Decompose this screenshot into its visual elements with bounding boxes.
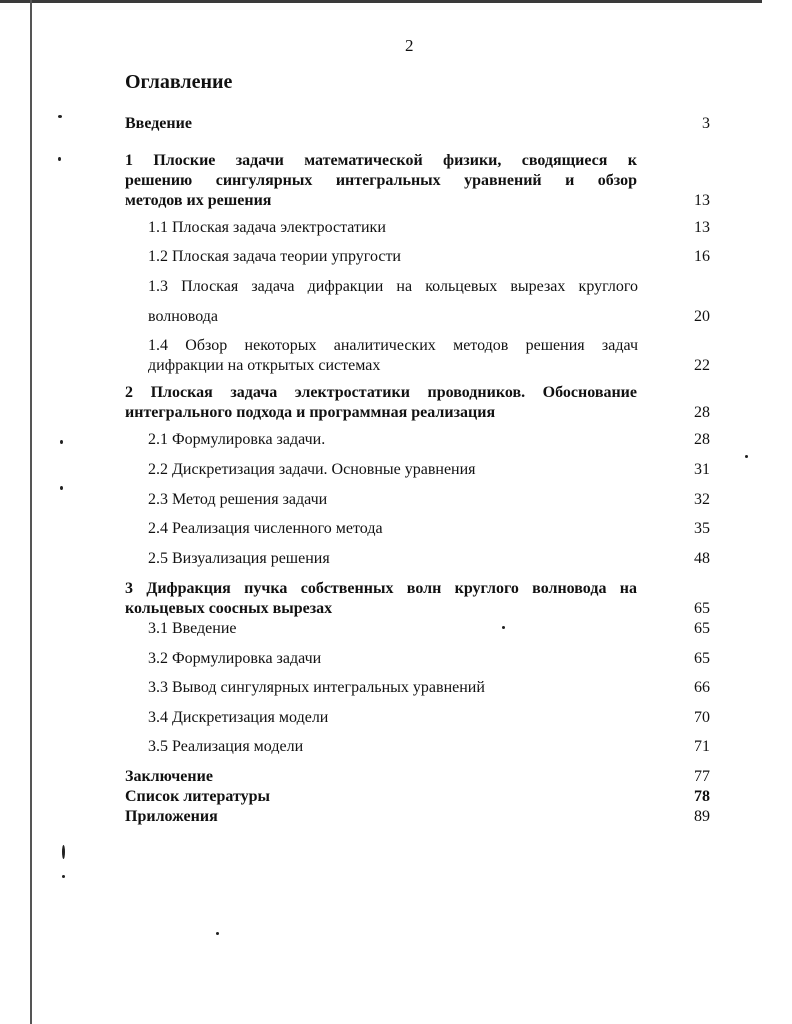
toc-entry-page: 16 (694, 248, 710, 265)
toc-entry-page: 35 (694, 520, 710, 537)
scan-speck (58, 115, 62, 118)
toc-entry-page: 28 (694, 404, 710, 421)
toc-entry-chapter-2[interactable] (125, 383, 710, 423)
scan-speck (60, 486, 63, 490)
toc-entry-chapter-3[interactable] (125, 579, 710, 619)
toc-entry-chapter-1[interactable] (125, 151, 710, 211)
toc-entry-section-1-2[interactable] (148, 247, 710, 267)
toc-entry-appendices[interactable] (125, 807, 710, 827)
toc-entry-title: 3.1 Введение (148, 620, 237, 637)
toc-entry-page: 65 (694, 620, 710, 637)
toc-entry-title: 2.2 Дискретизация задачи. Основные уравнения (148, 461, 476, 478)
toc-entry-title: Список литературы (125, 788, 270, 805)
toc-entry-page: 77 (694, 768, 710, 785)
scan-speck (745, 455, 748, 458)
toc-entry-references[interactable] (125, 787, 710, 807)
toc-entry-title-line: 1 Плоские задачи математической физики, сводящиеся к (125, 152, 637, 169)
scan-speck (216, 932, 219, 935)
toc-entry-section-1-4[interactable] (148, 336, 710, 376)
toc-entry-title-line: 1.4 Обзор некоторых аналитических методов решения задач (148, 337, 638, 354)
toc-entry-page: 89 (694, 808, 710, 825)
toc-entry-title-line: 3 Дифракция пучка собственных волн круглого волновода на (125, 580, 637, 597)
toc-entry-section-3-5[interactable] (148, 737, 710, 757)
scan-speck (58, 157, 61, 161)
toc-entry-title-line: дифракции на открытых системах (148, 357, 381, 374)
toc-entry-section-3-3[interactable] (148, 678, 710, 698)
toc-entry-title-line: волновода (148, 308, 219, 325)
toc-entry-title-line: методов их решения (125, 192, 272, 209)
toc-entry-section-3-1[interactable] (148, 619, 710, 639)
toc-entry-title: Приложения (125, 808, 218, 825)
toc-entry-page: 13 (694, 219, 710, 236)
scan-left-border (30, 0, 32, 1024)
toc-entry-conclusion[interactable] (125, 767, 710, 787)
toc-entry-title: 2.1 Формулировка задачи. (148, 431, 326, 448)
toc-entry-page: 20 (694, 308, 710, 325)
scan-speck (62, 875, 65, 878)
scan-speck (60, 440, 63, 444)
toc-entry-title: 2.4 Реализация численного метода (148, 520, 383, 537)
toc-entry-page: 65 (694, 650, 710, 667)
toc-entry-section-2-4[interactable] (148, 519, 710, 539)
toc-entry-page: 3 (702, 115, 710, 132)
toc-entry-page: 70 (694, 709, 710, 726)
toc-entry-page: 71 (694, 738, 710, 755)
toc-entry-title-line: решению сингулярных интегральных уравнений и обзор (125, 172, 637, 189)
toc-entry-title: Введение (125, 115, 192, 132)
toc-entry-title: 1.2 Плоская задача теории упругости (148, 248, 401, 265)
toc-title: Оглавление (125, 71, 233, 93)
toc-entry-page: 32 (694, 491, 710, 508)
toc-entry-section-1-3[interactable] (148, 277, 710, 327)
toc-entry-section-2-3[interactable] (148, 490, 710, 510)
toc-entry-page: 78 (694, 788, 710, 805)
toc-entry-page: 66 (694, 679, 710, 696)
toc-entry-title-line: кольцевых соосных вырезах (125, 600, 333, 617)
toc-entry-title: Заключение (125, 768, 213, 785)
toc-entry-section-3-2[interactable] (148, 649, 710, 669)
toc-entry-title: 1.1 Плоская задача электростатики (148, 219, 386, 236)
toc-entry-page: 48 (694, 550, 710, 567)
toc-entry-title-line: интегрального подхода и программная реализация (125, 404, 496, 421)
toc-entry-title: 3.5 Реализация модели (148, 738, 304, 755)
toc-entry-section-3-4[interactable] (148, 708, 710, 728)
toc-entry-section-2-5[interactable] (148, 549, 710, 569)
toc-entry-page: 22 (694, 357, 710, 374)
scan-speck (62, 845, 65, 859)
toc-entry-section-2-1[interactable] (148, 430, 710, 450)
toc-entry-page: 28 (694, 431, 710, 448)
toc-entry-title: 2.3 Метод решения задачи (148, 491, 328, 508)
toc-entry-title-line: 2 Плоская задача электростатики проводников. Обоснование (125, 384, 637, 401)
toc-entry-title: 3.2 Формулировка задачи (148, 650, 322, 667)
toc-entry-section-2-2[interactable] (148, 460, 710, 480)
toc-entry-page: 65 (694, 600, 710, 617)
scan-top-border (0, 0, 762, 3)
toc-entry-title: 3.3 Вывод сингулярных интегральных уравнений (148, 679, 485, 696)
toc-entry-page: 31 (694, 461, 710, 478)
toc-entry-title-line: 1.3 Плоская задача дифракции на кольцевых вырезах круглого (148, 278, 638, 295)
toc-entry-title: 3.4 Дискретизация модели (148, 709, 329, 726)
toc-entry-section-1-1[interactable] (148, 218, 710, 238)
toc-entry-introduction[interactable] (125, 114, 710, 134)
page-number: 2 (405, 36, 414, 55)
toc-entry-page: 13 (694, 192, 710, 209)
toc-entry-title: 2.5 Визуализация решения (148, 550, 330, 567)
